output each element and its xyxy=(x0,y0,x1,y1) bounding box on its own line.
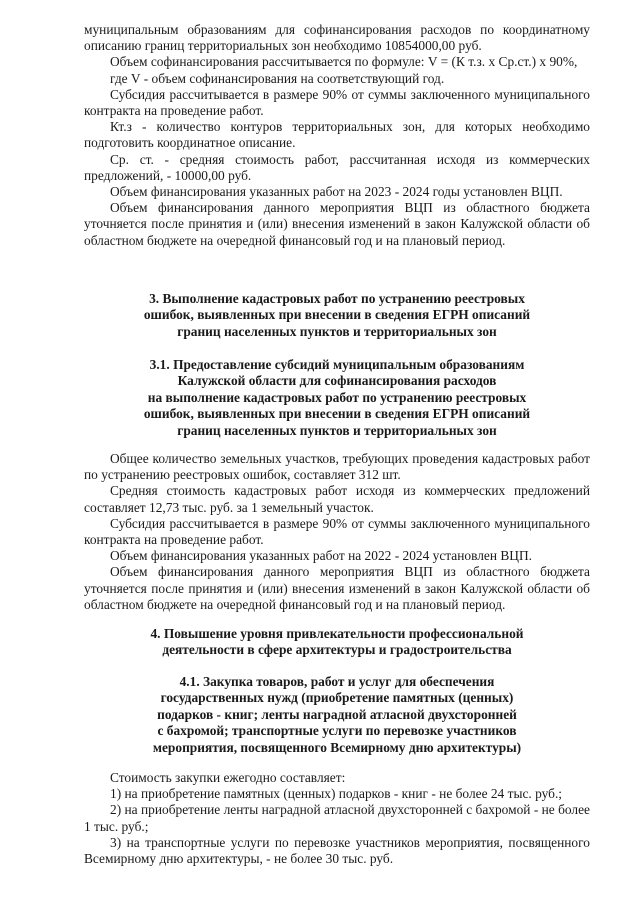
paragraph: где V - объем софинансирования на соответствующий год. xyxy=(110,70,445,86)
heading-line: 4. Повышение уровня привлекательности профессиональной xyxy=(150,626,524,641)
text-block-subsidy-formula xyxy=(84,22,590,249)
paragraph: Общее количество земельных участков, требующих проведения кадастровых работ по устранению реестровых ошибок, составляет 312 шт. xyxy=(84,451,590,483)
heading-line: деятельности в сфере архитектуры и градостроительства xyxy=(162,642,512,658)
paragraph: Объем софинансирования рассчитывается по формуле: V = (К т.з. х Ср.ст.) х 90%, xyxy=(110,54,578,70)
paragraph: муниципальным образованиям для софинансирования расходов по координатному описанию границ территориальных зон необходимо 10854000,00 руб. xyxy=(84,22,590,54)
paragraph: 3) на транспортные услуги по перевозке участников мероприятия, посвященного Всемирному дню архитектуры, - не более 30 тыс. руб. xyxy=(84,834,590,867)
paragraph: Субсидия рассчитывается в размере 90% от суммы заключенного муниципального контракта на проведение работ. xyxy=(84,515,590,548)
paragraph: Средняя стоимость кадастровых работ исходя из коммерческих предложений составляет 12,73 тыс. руб. за 1 земельный участок. xyxy=(84,483,590,515)
paragraph: 1) на приобретение памятных (ценных) подарков - книг - не более 24 тыс. руб.; xyxy=(110,786,563,802)
paragraph: Объем финансирования указанных работ на 2023 - 2024 годы установлен ВЦП. xyxy=(110,184,563,200)
paragraph: Стоимость закупки ежегодно составляет: xyxy=(110,770,346,785)
heading-line: на выполнение кадастровых работ по устранению реестровых xyxy=(147,389,527,405)
heading-line: 3.1. Предоставление субсидий муниципальным образованиям xyxy=(149,357,525,372)
paragraph: Объем финансирования данного мероприятия ВЦП из областного бюджета уточняется после принятия и (или) внесения изменений в закон Калужской области об областном бюджете на очередной финансовый год и на плановый период. xyxy=(84,200,590,248)
paragraph: Кт.з - количество контуров территориальных зон, для которых необходимо подготовить координатное описание. xyxy=(84,119,590,151)
section-heading-3 xyxy=(84,291,590,340)
section-heading-4-1 xyxy=(84,674,590,756)
paragraph: Ср. ст. - средняя стоимость работ, рассчитанная исходя из коммерческих предложений, - 10000,00 руб. xyxy=(84,151,590,183)
heading-line: границ населенных пунктов и территориальных зон xyxy=(177,323,497,339)
text-block-procurement-cost xyxy=(84,770,590,867)
paragraph: Субсидия рассчитывается в размере 90% от суммы заключенного муниципального контракта на проведение работ. xyxy=(84,86,590,119)
paragraph: Объем финансирования указанных работ на 2022 - 2024 установлен ВЦП. xyxy=(110,548,532,564)
heading-line: 3. Выполнение кадастровых работ по устранению реестровых xyxy=(149,291,525,306)
heading-line: ошибок, выявленных при внесении в сведения ЕГРН описаний xyxy=(143,307,531,323)
heading-line: 4.1. Закупка товаров, работ и услуг для обеспечения xyxy=(179,674,495,689)
heading-line: с бахромой; транспортные услуги по перевозке участников xyxy=(157,723,517,739)
heading-line: Калужской области для софинансирования расходов xyxy=(177,373,497,389)
section-heading-4 xyxy=(84,626,590,659)
heading-line: мероприятия, посвященного Всемирному дню архитектуры) xyxy=(152,739,522,755)
heading-line: государственных нужд (приобретение памятных (ценных) xyxy=(160,690,514,706)
heading-line: ошибок, выявленных при внесении в сведения ЕГРН описаний xyxy=(143,406,531,422)
paragraph: Объем финансирования данного мероприятия ВЦП из областного бюджета уточняется после принятия и (или) внесения изменений в закон Калужской области об областном бюджете на очередной финансовый год и на плановый период. xyxy=(84,564,590,612)
heading-line: подарков - книг; ленты наградной атласной двухсторонней xyxy=(157,706,517,722)
paragraph: 2) на приобретение ленты наградной атласной двухсторонней с бахромой - не более 1 тыс. руб.; xyxy=(84,802,590,834)
heading-line: границ населенных пунктов и территориальных зон xyxy=(177,422,497,438)
text-block-cadastral-works xyxy=(84,451,590,613)
section-heading-3-1 xyxy=(84,357,590,439)
